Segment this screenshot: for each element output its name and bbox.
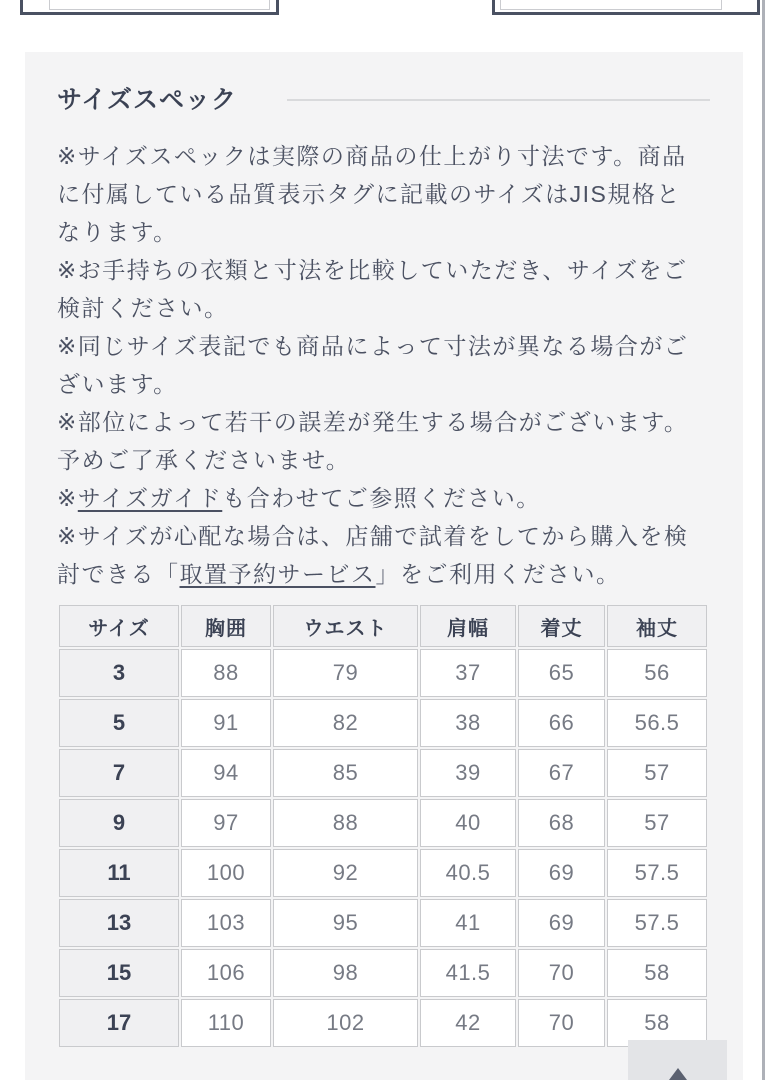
arrow-up-icon xyxy=(669,1068,687,1080)
measurement-cell: 110 xyxy=(181,999,271,1047)
measurement-cell: 38 xyxy=(420,699,516,747)
cutoff-button-right-face xyxy=(500,0,722,10)
measurement-cell: 95 xyxy=(273,899,418,947)
note-text: も合わせてご参照ください。 xyxy=(222,485,541,511)
title-divider xyxy=(287,99,710,101)
column-header: 袖丈 xyxy=(607,605,707,647)
note-paragraph xyxy=(57,251,710,327)
note-paragraph xyxy=(57,517,710,593)
note-paragraph xyxy=(57,137,710,251)
measurement-cell: 67 xyxy=(518,749,605,797)
section-title-row xyxy=(57,85,710,115)
measurement-cell: 92 xyxy=(273,849,418,897)
measurement-cell: 66 xyxy=(518,699,605,747)
measurement-cell: 69 xyxy=(518,899,605,947)
table-row xyxy=(59,849,707,897)
measurement-cell: 106 xyxy=(181,949,271,997)
measurement-cell: 57 xyxy=(607,799,707,847)
note-text: ※サイズが心配な場合は、店舗で試着をしてから購入を検 xyxy=(57,523,689,549)
measurement-cell: 94 xyxy=(181,749,271,797)
note-text: ※部位によって若干の誤差が発生する場合がございます。 xyxy=(57,409,689,435)
measurement-cell: 70 xyxy=(518,999,605,1047)
measurement-cell: 58 xyxy=(607,999,707,1047)
note-paragraph xyxy=(57,479,710,517)
measurement-cell: 57.5 xyxy=(607,849,707,897)
measurement-cell: 79 xyxy=(273,649,418,697)
column-header: サイズ xyxy=(59,605,179,647)
size-cell: 11 xyxy=(59,849,179,897)
table-header-row xyxy=(59,605,707,647)
note-paragraph xyxy=(57,403,710,479)
size-cell: 15 xyxy=(59,949,179,997)
measurement-cell: 37 xyxy=(420,649,516,697)
size-spec-table xyxy=(57,603,709,1049)
measurement-cell: 70 xyxy=(518,949,605,997)
note-text: ※お手持ちの衣類と寸法を比較していただき、サイズをご xyxy=(57,257,688,283)
column-header: 着丈 xyxy=(518,605,605,647)
measurement-cell: 40.5 xyxy=(420,849,516,897)
measurement-cell: 97 xyxy=(181,799,271,847)
measurement-cell: 68 xyxy=(518,799,605,847)
table-row xyxy=(59,949,707,997)
note-text: 予めご了承くださいませ。 xyxy=(57,447,351,473)
table-row xyxy=(59,999,707,1047)
table-row xyxy=(59,799,707,847)
measurement-cell: 41 xyxy=(420,899,516,947)
size-spec-section xyxy=(25,52,743,1080)
measurement-cell: 85 xyxy=(273,749,418,797)
size-cell: 5 xyxy=(59,699,179,747)
note-paragraph xyxy=(57,327,710,403)
measurement-cell: 91 xyxy=(181,699,271,747)
column-header: 肩幅 xyxy=(420,605,516,647)
size-guide-link[interactable]: サイズガイド xyxy=(77,485,223,511)
measurement-cell: 57 xyxy=(607,749,707,797)
measurement-cell: 56.5 xyxy=(607,699,707,747)
note-text: なります。 xyxy=(57,219,178,245)
table-row xyxy=(59,649,707,697)
hold-reservation-service-link[interactable]: 取置予約サービス xyxy=(179,561,376,587)
measurement-cell: 65 xyxy=(518,649,605,697)
cutoff-button-left-face xyxy=(49,0,270,10)
measurement-cell: 88 xyxy=(273,799,418,847)
note-text: 討できる「 xyxy=(57,561,180,587)
size-cell: 13 xyxy=(59,899,179,947)
table-row xyxy=(59,699,707,747)
note-text: ※同じサイズ表記でも商品によって寸法が異なる場合がご xyxy=(57,333,689,359)
measurement-cell: 42 xyxy=(420,999,516,1047)
note-text: 検討ください。 xyxy=(57,295,229,321)
note-text: ※ xyxy=(57,485,78,511)
column-header: 胸囲 xyxy=(181,605,271,647)
measurement-cell: 57.5 xyxy=(607,899,707,947)
measurement-cell: 102 xyxy=(273,999,418,1047)
note-text: ざいます。 xyxy=(57,371,178,397)
measurement-cell: 40 xyxy=(420,799,516,847)
measurement-cell: 100 xyxy=(181,849,271,897)
measurement-cell: 98 xyxy=(273,949,418,997)
size-cell: 7 xyxy=(59,749,179,797)
size-notes xyxy=(57,137,710,593)
table-row xyxy=(59,899,707,947)
note-text: ※サイズスペックは実際の商品の仕上がり寸法です。商品 xyxy=(57,143,687,169)
size-cell: 9 xyxy=(59,799,179,847)
measurement-cell: 39 xyxy=(420,749,516,797)
scroll-to-top-button[interactable] xyxy=(628,1040,727,1080)
size-cell: 3 xyxy=(59,649,179,697)
measurement-cell: 56 xyxy=(607,649,707,697)
measurement-cell: 41.5 xyxy=(420,949,516,997)
page-title: サイズスペック xyxy=(57,86,238,114)
column-header: ウエスト xyxy=(273,605,418,647)
note-text: 」をご利用ください。 xyxy=(375,561,621,587)
measurement-cell: 69 xyxy=(518,849,605,897)
measurement-cell: 103 xyxy=(181,899,271,947)
measurement-cell: 88 xyxy=(181,649,271,697)
measurement-cell: 58 xyxy=(607,949,707,997)
size-cell: 17 xyxy=(59,999,179,1047)
scrollbar-thumb[interactable] xyxy=(762,0,765,1080)
table-row xyxy=(59,749,707,797)
note-text: に付属している品質表示タグに記載のサイズはJIS規格と xyxy=(57,181,681,207)
measurement-cell: 82 xyxy=(273,699,418,747)
